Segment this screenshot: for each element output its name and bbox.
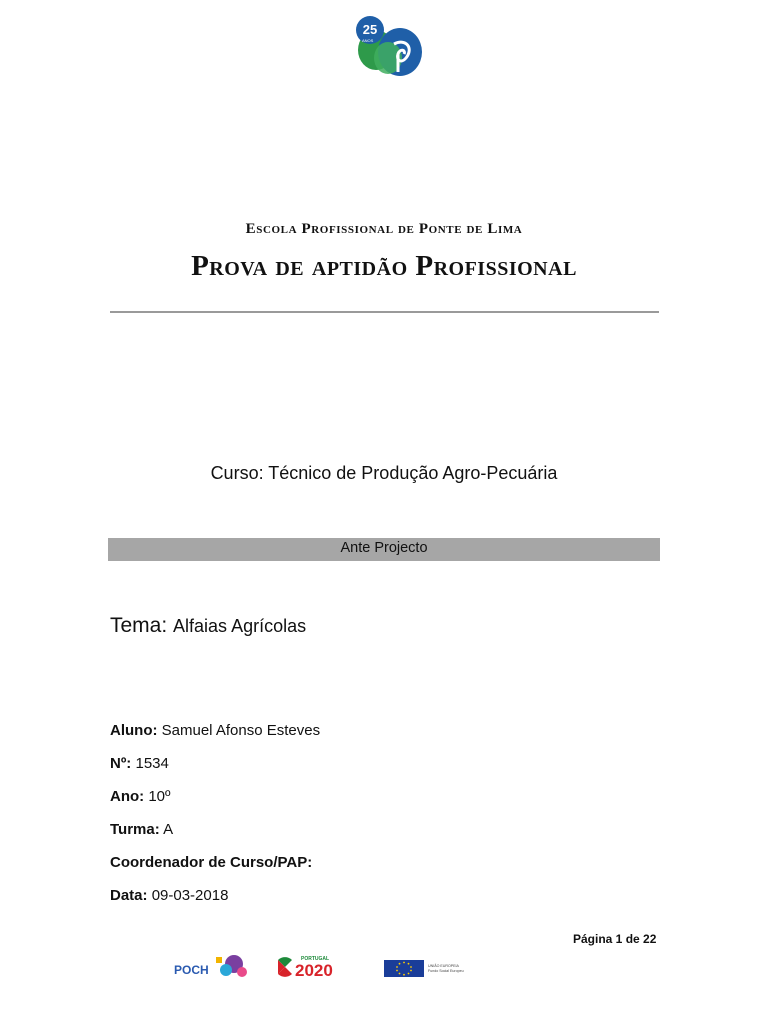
field-ano [110, 788, 171, 805]
ano-label: Ano: [110, 788, 145, 805]
tema-label: Tema: [110, 614, 168, 637]
field-aluno [110, 722, 320, 739]
ante-projecto-banner [108, 538, 660, 561]
document-title: Prova de aptidão Profissional [191, 250, 577, 282]
logo-anos-text: ANOS [362, 38, 374, 43]
field-turma [110, 821, 173, 838]
numero-value: 1534 [135, 755, 169, 772]
eu-line1: UNIÃO EUROPEIA [428, 964, 459, 968]
coordenador-label: Coordenador de Curso/PAP: [110, 854, 313, 871]
numero-label: Nº: [110, 755, 132, 772]
school-25-anos-logo-icon [354, 14, 428, 78]
turma-value: A [163, 821, 174, 838]
field-coordenador [110, 854, 312, 871]
portugal-2020-text: 2020 [295, 961, 333, 980]
poch-logo-icon [172, 952, 252, 982]
school-name: Escola Profissional de Ponte de Lima [245, 221, 523, 237]
turma-label: Turma: [110, 821, 160, 838]
data-label: Data: [110, 887, 148, 904]
aluno-value: Samuel Afonso Esteves [161, 722, 321, 739]
eu-flag-icon [384, 952, 470, 982]
data-value: 09-03-2018 [151, 887, 229, 904]
poch-text: POCH [174, 963, 209, 977]
tema-line [110, 614, 306, 638]
field-data [110, 887, 228, 904]
field-numero [110, 755, 169, 772]
portugal-small-text: PORTUGAL [301, 956, 330, 962]
logo-25-text: 25 [362, 22, 378, 37]
page-number: Página 1 de 22 [573, 932, 657, 946]
ano-value: 10º [148, 788, 171, 805]
eu-line2: Fundo Social Europeu [428, 969, 464, 973]
aluno-label: Aluno: [110, 722, 158, 739]
course-line: Curso: Técnico de Produção Agro-Pecuária [210, 463, 558, 483]
poch-logo [172, 952, 252, 982]
school-logo [354, 14, 428, 78]
portugal-2020-logo [275, 952, 361, 982]
banner-label: Ante Projecto [340, 540, 428, 556]
title-divider [110, 311, 659, 313]
uniao-europeia-logo [384, 952, 470, 982]
portugal-2020-logo-icon [275, 952, 361, 982]
tema-value: Alfaias Agrícolas [173, 616, 307, 636]
